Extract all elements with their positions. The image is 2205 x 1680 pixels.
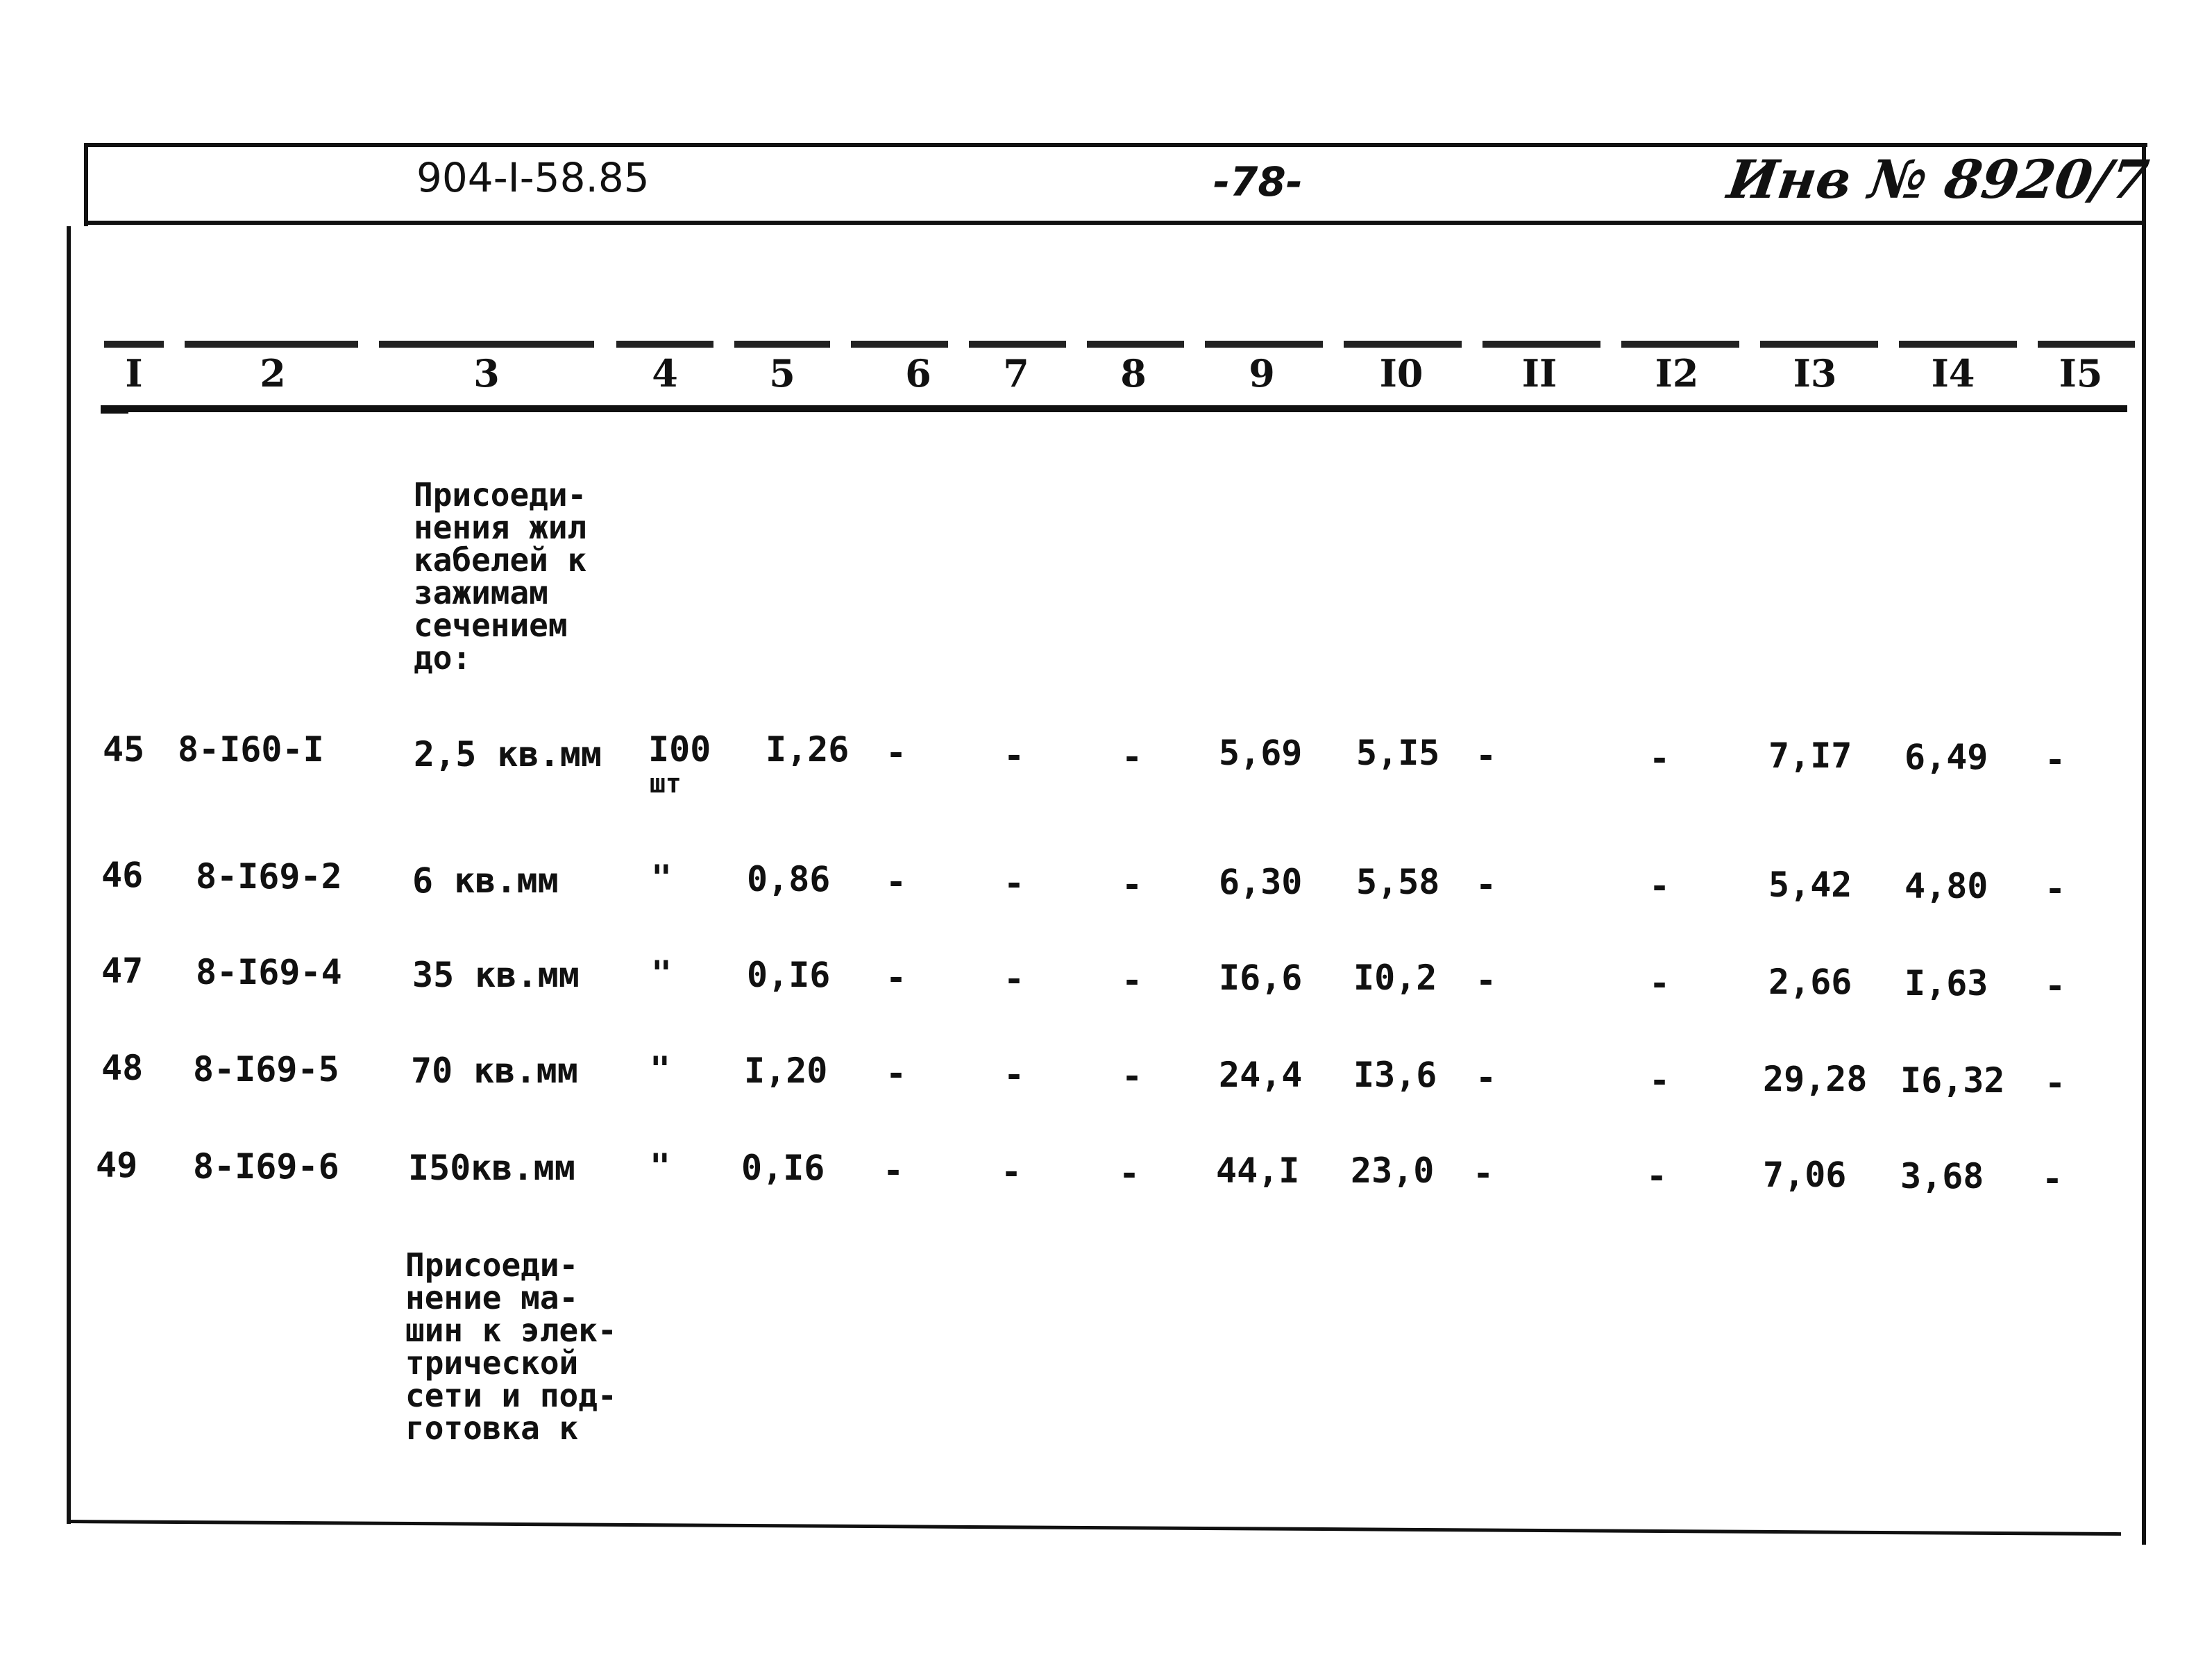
cell-col12: - (1646, 1156, 1668, 1196)
cell-col11: - (1473, 1153, 1494, 1194)
cell-col15: - (2045, 1063, 2066, 1103)
cell-col5: 0,I6 (747, 955, 831, 995)
header-dash (851, 341, 948, 348)
cell-col6: - (886, 733, 907, 773)
column-number: I2 (1655, 351, 1699, 396)
column-header-rule-tick (101, 411, 128, 414)
cell-col14: 6,49 (1904, 737, 1988, 777)
cell-col15: - (2045, 869, 2066, 909)
header-dash (1621, 341, 1739, 348)
cell-col12: - (1649, 1060, 1671, 1101)
cell-col6: - (886, 862, 907, 902)
unit: " (650, 1146, 671, 1187)
item-name: 35 кв.мм (412, 955, 580, 995)
row-number: 46 (101, 855, 144, 895)
unit: I00 (648, 729, 711, 770)
norm-code: 8-I60-I (178, 729, 324, 770)
column-number: 2 (260, 351, 286, 396)
unit: " (651, 953, 673, 994)
cell-col5: I,20 (744, 1051, 828, 1091)
row-number: 47 (101, 951, 144, 991)
cell-col10: 23,0 (1351, 1151, 1435, 1191)
inventory-number: Инв № 8920/7 (1723, 149, 2153, 210)
page-number: -78- (1213, 158, 1303, 205)
cell-col13: 29,28 (1763, 1059, 1868, 1099)
header-dash (616, 341, 713, 348)
cell-col15: - (2042, 1159, 2063, 1199)
cell-col14: 3,68 (1900, 1156, 1984, 1196)
header-dash (969, 341, 1066, 348)
cell-col14: I,63 (1904, 963, 1988, 1003)
column-number: 8 (1120, 351, 1147, 396)
cell-col14: 4,80 (1904, 866, 1988, 906)
section-heading-machine-connection: Присоеди- нение ма- шин к элек- трической сети и под- готовка к (405, 1246, 617, 1447)
column-number: I3 (1793, 351, 1837, 396)
cell-col11: - (1476, 1058, 1497, 1098)
cell-col13: 7,I7 (1768, 736, 1852, 776)
norm-code: 8-I69-2 (196, 856, 342, 897)
norm-code: 8-I69-6 (193, 1146, 339, 1187)
cell-col10: 5,58 (1356, 862, 1440, 902)
document-code: 904-I-58.85 (416, 154, 650, 201)
cell-col9: 24,4 (1219, 1055, 1303, 1095)
cell-col15: - (2045, 740, 2066, 780)
cell-col14: I6,32 (1900, 1060, 2005, 1101)
header-dash (1087, 341, 1184, 348)
header-divider (86, 221, 2145, 225)
column-number: 4 (652, 351, 678, 396)
cell-col5: 0,86 (747, 859, 831, 899)
header-dash (185, 341, 358, 348)
cell-col10: I0,2 (1353, 958, 1437, 998)
cell-col15: - (2045, 966, 2066, 1006)
item-name: 70 кв.мм (411, 1051, 578, 1091)
cell-col12: - (1649, 963, 1671, 1003)
column-number: I5 (2059, 351, 2103, 396)
cell-col8: - (1122, 1056, 1143, 1096)
column-number: I0 (1379, 351, 1423, 396)
norm-code: 8-I69-5 (193, 1049, 339, 1089)
cell-col9: 6,30 (1219, 862, 1303, 902)
cell-col12: - (1649, 738, 1671, 779)
header-dash (1482, 341, 1600, 348)
norm-code: 8-I69-4 (196, 952, 342, 992)
cell-col7: - (1004, 1055, 1025, 1095)
header-dash (1760, 341, 1878, 348)
cell-col13: 2,66 (1768, 962, 1852, 1002)
header-dash (734, 341, 830, 348)
row-number: 49 (96, 1145, 138, 1185)
cell-col6: - (883, 1151, 904, 1191)
cell-col8: - (1122, 960, 1143, 1001)
column-number: 3 (473, 351, 500, 396)
cell-col5: 0,I6 (741, 1148, 825, 1188)
cell-col7: - (1004, 736, 1025, 776)
cell-col11: - (1476, 865, 1497, 905)
cell-col10: 5,I5 (1356, 733, 1440, 773)
header-dash (1344, 341, 1462, 348)
column-header-rule (101, 405, 2127, 412)
cell-col8: - (1122, 865, 1143, 905)
unit: " (651, 858, 673, 898)
frame-top-border (86, 143, 2147, 147)
frame-bottom-border (67, 1520, 2121, 1536)
column-number: I (125, 351, 143, 396)
column-number: 7 (1003, 351, 1029, 396)
unit-subline: шт (650, 768, 682, 799)
cell-col13: 7,06 (1763, 1155, 1847, 1195)
section-heading-cable-connections: Присоеди- нения жил кабелей к зажимам сечением до: (414, 476, 587, 677)
item-name: 6 кв.мм (412, 860, 559, 901)
cell-col6: - (886, 958, 907, 998)
row-number: 45 (103, 729, 145, 770)
cell-col8: - (1119, 1153, 1140, 1194)
header-dash (104, 341, 164, 348)
header-dash (379, 341, 594, 348)
cell-col7: - (1004, 863, 1025, 903)
frame-left-border-lower (67, 226, 71, 1524)
column-number: 6 (905, 351, 931, 396)
cell-col9: I6,6 (1219, 958, 1303, 998)
cell-col5: I,26 (766, 729, 850, 770)
cell-col9: 5,69 (1219, 733, 1303, 773)
column-number: 5 (769, 351, 795, 396)
cell-col6: - (886, 1053, 907, 1094)
cell-col10: I3,6 (1353, 1055, 1437, 1095)
column-number: II (1521, 351, 1557, 396)
header-dash (1899, 341, 2017, 348)
cell-col11: - (1476, 736, 1497, 776)
cell-col8: - (1122, 737, 1143, 777)
row-number: 48 (101, 1048, 144, 1088)
unit: " (650, 1049, 671, 1089)
item-name: 2,5 кв.мм (414, 734, 602, 774)
cell-col9: 44,I (1216, 1151, 1300, 1191)
cell-col13: 5,42 (1768, 865, 1852, 905)
column-number: I4 (1931, 351, 1975, 396)
cell-col7: - (1004, 959, 1025, 999)
column-number: 9 (1249, 351, 1275, 396)
cell-col12: - (1649, 866, 1671, 906)
cell-col7: - (1001, 1152, 1022, 1192)
frame-left-border (84, 143, 88, 226)
cell-col11: - (1476, 960, 1497, 1001)
header-dash (1205, 341, 1323, 348)
header-dash (2038, 341, 2135, 348)
frame-right-border (2142, 143, 2146, 1545)
item-name: I50кв.мм (408, 1148, 575, 1188)
